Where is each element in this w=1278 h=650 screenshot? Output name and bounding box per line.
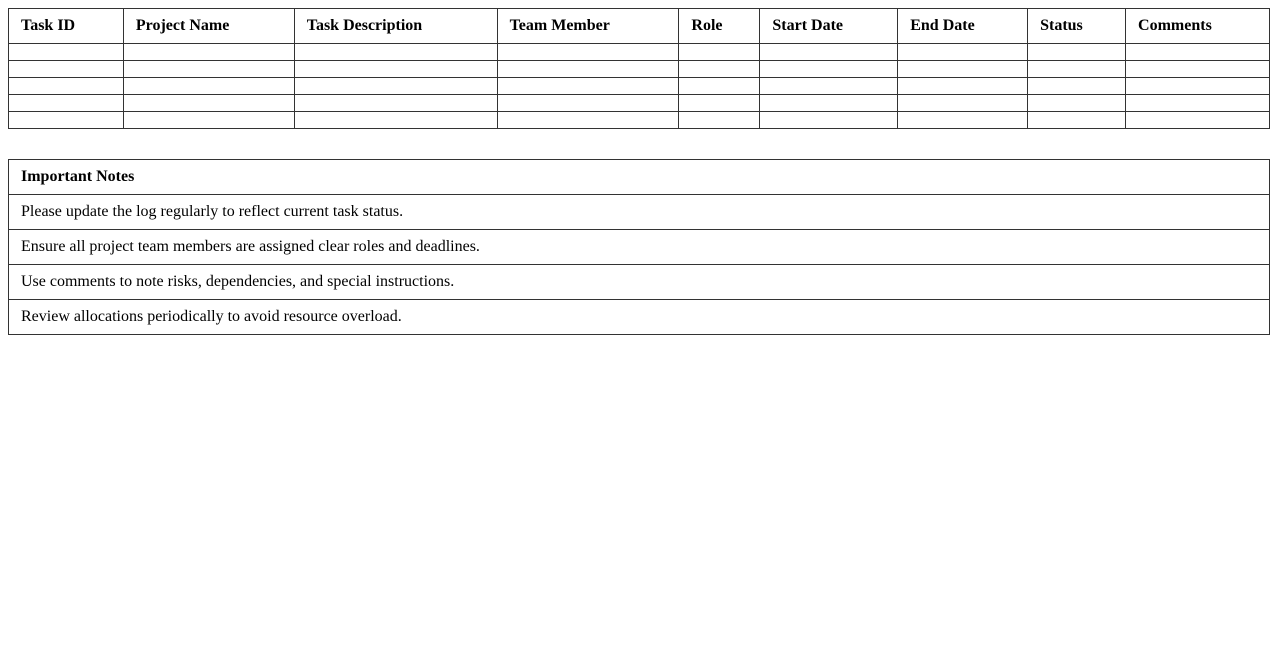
header-start-date: Start Date <box>760 9 898 44</box>
table-cell[interactable] <box>497 44 679 61</box>
note-item: Review allocations periodically to avoid resource overload. <box>9 300 1270 335</box>
notes-row <box>9 300 1270 335</box>
notes-row <box>9 265 1270 300</box>
table-cell[interactable] <box>679 61 760 78</box>
table-cell[interactable] <box>679 112 760 129</box>
table-cell[interactable] <box>898 61 1028 78</box>
table-cell[interactable] <box>294 44 497 61</box>
table-cell[interactable] <box>9 44 124 61</box>
table-cell[interactable] <box>497 78 679 95</box>
notes-title: Important Notes <box>9 160 1270 195</box>
table-cell[interactable] <box>9 78 124 95</box>
task-log-table <box>8 8 1270 129</box>
table-row <box>9 44 1270 61</box>
table-cell[interactable] <box>1126 95 1270 112</box>
table-cell[interactable] <box>294 95 497 112</box>
table-cell[interactable] <box>123 112 294 129</box>
table-cell[interactable] <box>760 95 898 112</box>
header-status: Status <box>1028 9 1126 44</box>
table-cell[interactable] <box>679 78 760 95</box>
table-cell[interactable] <box>898 44 1028 61</box>
table-cell[interactable] <box>123 78 294 95</box>
table-cell[interactable] <box>1126 112 1270 129</box>
table-cell[interactable] <box>679 44 760 61</box>
table-cell[interactable] <box>898 78 1028 95</box>
table-cell[interactable] <box>1028 112 1126 129</box>
notes-row <box>9 230 1270 265</box>
table-cell[interactable] <box>760 112 898 129</box>
table-row <box>9 78 1270 95</box>
table-cell[interactable] <box>898 112 1028 129</box>
table-cell[interactable] <box>898 95 1028 112</box>
task-log-header-row <box>9 9 1270 44</box>
important-notes-table <box>8 159 1270 335</box>
note-item: Please update the log regularly to reflect current task status. <box>9 195 1270 230</box>
table-cell[interactable] <box>679 95 760 112</box>
table-cell[interactable] <box>760 78 898 95</box>
table-cell[interactable] <box>497 61 679 78</box>
table-row <box>9 95 1270 112</box>
table-cell[interactable] <box>1028 44 1126 61</box>
notes-header-row <box>9 160 1270 195</box>
table-row <box>9 61 1270 78</box>
table-cell[interactable] <box>760 61 898 78</box>
table-cell[interactable] <box>123 44 294 61</box>
table-cell[interactable] <box>9 95 124 112</box>
table-cell[interactable] <box>294 61 497 78</box>
note-item: Use comments to note risks, dependencies, and special instructions. <box>9 265 1270 300</box>
table-cell[interactable] <box>294 112 497 129</box>
header-project-name: Project Name <box>123 9 294 44</box>
notes-row <box>9 195 1270 230</box>
header-team-member: Team Member <box>497 9 679 44</box>
table-cell[interactable] <box>1028 78 1126 95</box>
table-cell[interactable] <box>1126 61 1270 78</box>
header-task-id: Task ID <box>9 9 124 44</box>
table-cell[interactable] <box>497 112 679 129</box>
table-cell[interactable] <box>497 95 679 112</box>
header-end-date: End Date <box>898 9 1028 44</box>
table-cell[interactable] <box>760 44 898 61</box>
table-cell[interactable] <box>1028 95 1126 112</box>
header-comments: Comments <box>1126 9 1270 44</box>
table-cell[interactable] <box>123 95 294 112</box>
header-role: Role <box>679 9 760 44</box>
table-cell[interactable] <box>9 112 124 129</box>
header-task-description: Task Description <box>294 9 497 44</box>
table-cell[interactable] <box>1126 78 1270 95</box>
table-cell[interactable] <box>123 61 294 78</box>
task-log-body <box>9 44 1270 129</box>
table-cell[interactable] <box>294 78 497 95</box>
note-item: Ensure all project team members are assigned clear roles and deadlines. <box>9 230 1270 265</box>
table-cell[interactable] <box>1126 44 1270 61</box>
table-cell[interactable] <box>9 61 124 78</box>
table-row <box>9 112 1270 129</box>
table-cell[interactable] <box>1028 61 1126 78</box>
